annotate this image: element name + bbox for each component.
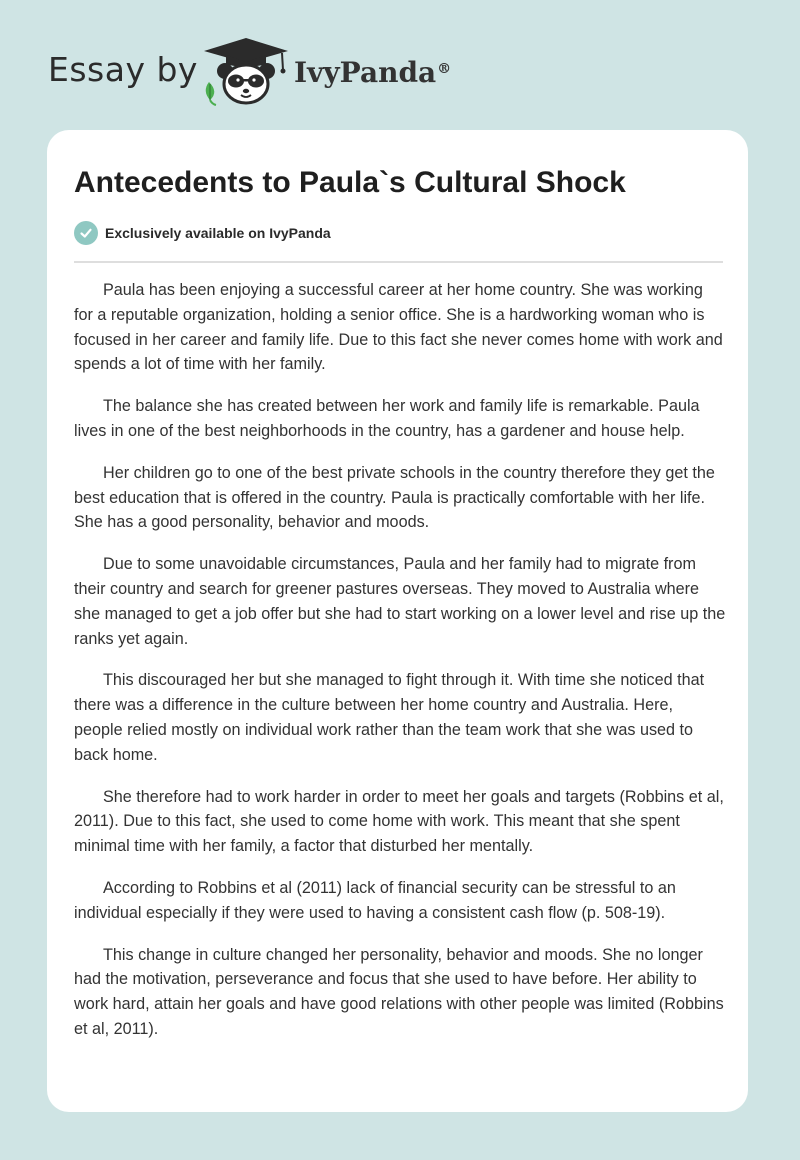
brand-prefix: Essay by — [48, 50, 198, 89]
brand-name[interactable] — [294, 55, 451, 91]
badge-text: Exclusively available on IvyPanda — [105, 225, 331, 241]
site-header — [0, 0, 800, 125]
paragraph: Due to some unavoidable circumstances, Paula and her family had to migrate from their country and search for greener pastures overseas. They moved to Australia where she managed to get a job offer but she had to start working on a lower level and rise up the ranks yet again. — [74, 555, 726, 648]
panda-graduate-icon[interactable] — [200, 36, 292, 108]
article-card — [47, 130, 748, 1112]
paragraph: This discouraged her but she managed to fight through it. With time she noticed that there was a difference in the culture between her home country and Australia. Here, people relied mostly on individual work rather than the team work that she was used to back home. — [74, 671, 705, 764]
paragraph: This change in culture changed her personality, behavior and moods. She no longer had the motivation, perseverance and focus that she used to have before. Her ability to work hard, attain her goals and have good relations with other people was limited (Robbins et al, 2011). — [74, 945, 724, 1038]
paragraph: She therefore had to work harder in order to meet her goals and targets (Robbins et al, 2011). Due to this fact, she used to come home with work. This meant that she spent minimal time with her family, a factor that disturbed her mentally. — [74, 787, 724, 856]
check-circle-icon — [74, 221, 98, 245]
paragraph: Paula has been enjoying a successful career at her home country. She was working for a reputable organization, holding a senior office. She is a hardworking woman who is focused in her career and family life. Due to this fact she never comes home with work and spends a lot of time with her family. — [74, 281, 723, 374]
article-body — [74, 278, 726, 1059]
paragraph: According to Robbins et al (2011) lack of financial security can be stressful to an individual especially if they were used to having a consistent cash flow (p. 508-19). — [74, 878, 676, 922]
paragraph: The balance she has created between her work and family life is remarkable. Paula lives in one of the best neighborhoods in the country, has a gardener and house help. — [74, 397, 700, 440]
registered-mark: ® — [437, 61, 452, 77]
paragraph: Her children go to one of the best private schools in the country therefore they get the best education that is offered in the country. Paula is practically comfortable with her life. She has a good personality, behavior and moods. — [74, 463, 715, 532]
page-title: Antecedents to Paula`s Cultural Shock — [74, 166, 626, 199]
exclusive-badge — [74, 221, 331, 245]
divider — [74, 261, 723, 263]
brand-name-text: IvyPanda — [294, 56, 437, 89]
